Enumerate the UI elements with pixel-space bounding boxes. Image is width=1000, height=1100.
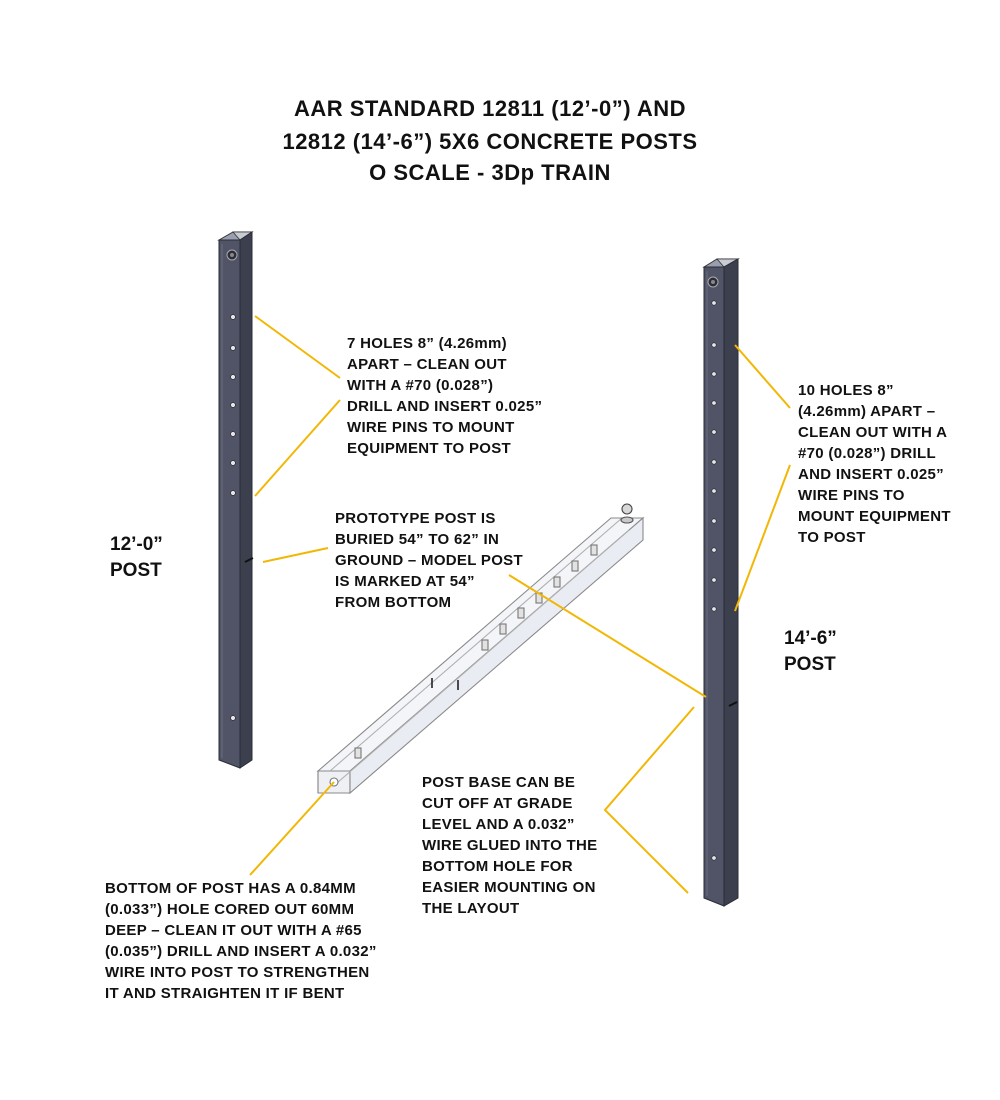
- label-14ft-post: 14’-6” POST: [784, 628, 837, 675]
- title-line-3: O SCALE - 3Dp TRAIN: [369, 160, 611, 185]
- post-14ft: [704, 259, 738, 906]
- note-post-base: POST BASE CAN BE CUT OFF AT GRADE LEVEL AND A 0.032” WIRE GLUED INTO THE BOTTOM HOLE FOR EASIER MOUNTING ON THE LAYOUT: [422, 774, 598, 917]
- note-seven-holes: 7 HOLES 8” (4.26mm) APART – CLEAN OUT WITH A #70 (0.028”) DRILL AND INSERT 0.025” WIRE PINS TO MOUNT EQUIPMENT TO POST: [347, 335, 543, 457]
- label-12ft-post: 12’-0” POST: [110, 534, 163, 581]
- post-12ft: [219, 232, 253, 768]
- title-line-2: 12812 (14’-6”) 5X6 CONCRETE POSTS: [282, 129, 698, 154]
- note-ten-holes: 10 HOLES 8” (4.26mm) APART – CLEAN OUT WITH A #70 (0.028”) DRILL AND INSERT 0.025” WIRE PINS TO MOUNT EQUIPMENT TO POST: [798, 382, 951, 546]
- note-buried-depth: PROTOTYPE POST IS BURIED 54” TO 62” IN GROUND – MODEL POST IS MARKED AT 54” FROM BOTTOM: [335, 510, 523, 611]
- title-line-1: AAR STANDARD 12811 (12’-0”) AND: [293, 96, 687, 121]
- note-bottom-hole: BOTTOM OF POST HAS A 0.84MM (0.033”) HOLE CORED OUT 60MM DEEP – CLEAN IT OUT WITH A #65 (0.035”) DRILL AND INSERT A 0.032” WIRE INTO POST TO STRENGTHEN IT AND STRAIGHTEN IT IF BENT: [105, 880, 377, 1002]
